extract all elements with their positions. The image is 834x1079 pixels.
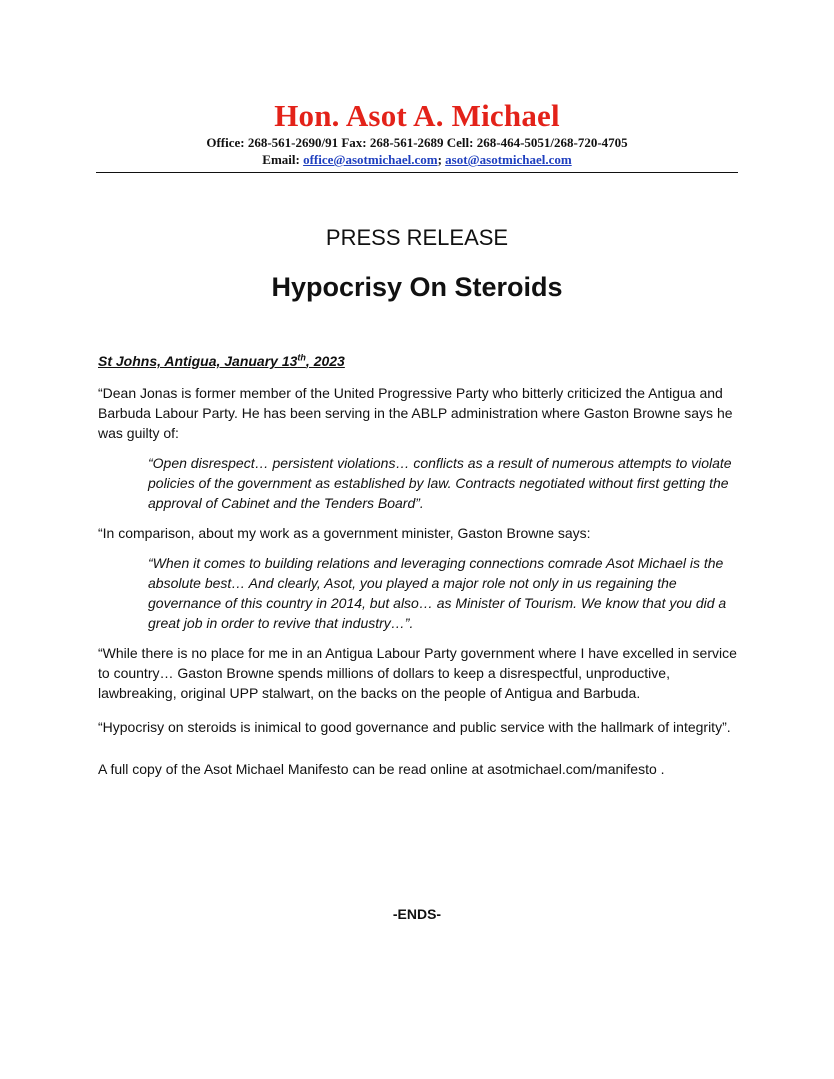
email-link-office[interactable]: office@asotmichael.com bbox=[303, 152, 438, 167]
paragraph-hypocrisy: “Hypocrisy on steroids is inimical to good governance and public service with the hallmark of integrity”. bbox=[98, 719, 731, 735]
contact-line: Office: 268-561-2690/91 Fax: 268-561-2689 Cell: 268-464-5051/268-720-4705 bbox=[206, 135, 628, 150]
email-link-asot[interactable]: asot@asotmichael.com bbox=[445, 152, 572, 167]
email-separator: ; bbox=[437, 152, 446, 167]
quote-praise: “When it comes to building relations and leveraging connections comrade Asot Michael is the absolute best… And clearly, Asot, you played a major role not only in us regaining the governance of this country in 2014, but also… as Minister of Tourism. We know that you did a great job in order to revive that industry…”. bbox=[148, 555, 727, 631]
quote-criticism: “Open disrespect… persistent violations… conflicts as a result of numerous attempts to violate policies of the government as established by law. Contracts negotiated without first getting the approval of Cabinet and the Tenders Board”. bbox=[148, 455, 732, 511]
dateline-suffix: , 2023 bbox=[305, 353, 345, 369]
email-line bbox=[96, 151, 738, 168]
ends-marker: -ENDS- bbox=[392, 906, 442, 922]
dateline-ordinal: th bbox=[297, 352, 306, 363]
paragraph-manifesto: A full copy of the Asot Michael Manifesto can be read online at asotmichael.com/manifesto . bbox=[98, 761, 665, 777]
letterhead bbox=[96, 98, 738, 168]
letterhead-divider bbox=[96, 172, 738, 173]
document-label: PRESS RELEASE bbox=[325, 225, 509, 250]
paragraph-statement: “While there is no place for me in an Antigua Labour Party government where I have excelled in service to country… Gaston Browne spends millions of dollars to keep a disrespectful, unproductive, lawbreaking, original UPP stalwart, on the backs on the people of Antigua and Barbuda. bbox=[98, 645, 737, 701]
press-release-body bbox=[98, 351, 738, 779]
dateline-prefix: St Johns, Antigua, January 13 bbox=[98, 353, 298, 369]
email-label: Email: bbox=[262, 152, 304, 167]
letterhead-name: Hon. Asot A. Michael bbox=[274, 98, 560, 133]
paragraph-comparison: “In comparison, about my work as a government minister, Gaston Browne says: bbox=[98, 525, 591, 541]
paragraph-intro: “Dean Jonas is former member of the United Progressive Party who bitterly criticized the Antigua and Barbuda Labour Party. He has been serving in the ABLP administration where Gaston Browne says he was guilty of: bbox=[98, 385, 733, 441]
document-title: Hypocrisy On Steroids bbox=[271, 272, 563, 302]
dateline bbox=[98, 351, 738, 371]
